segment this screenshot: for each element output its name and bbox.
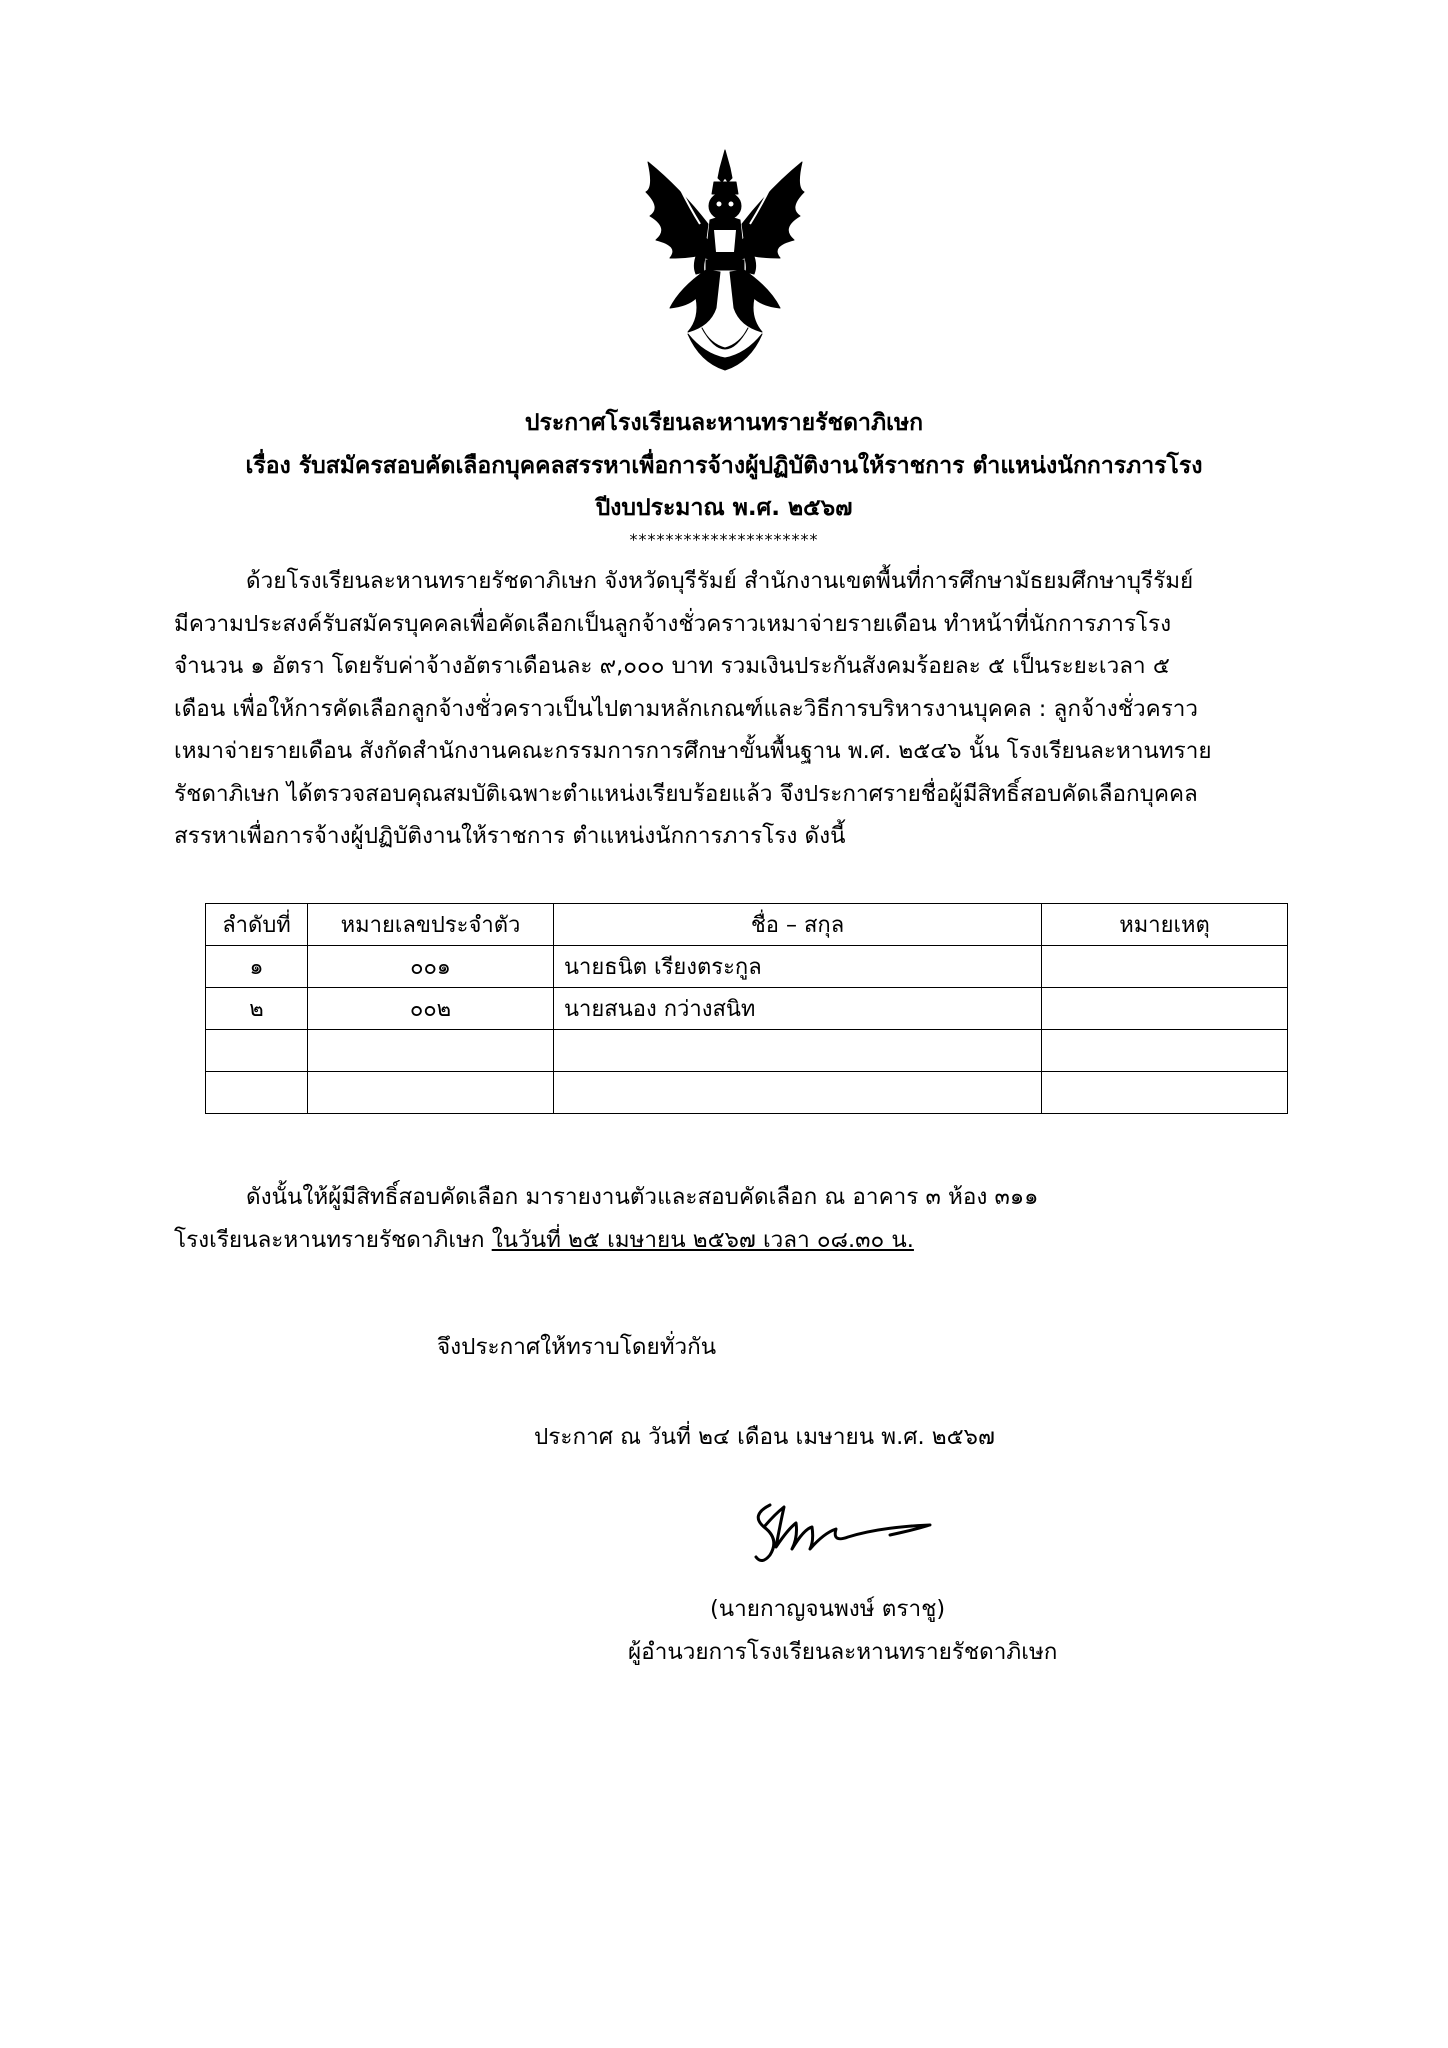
announcement-title: ประกาศโรงเรียนละหานทรายรัชดาภิเษก <box>524 410 924 436</box>
cell-id <box>308 1030 554 1072</box>
cell-remark <box>1042 988 1288 1030</box>
intro-line: ด้วยโรงเรียนละหานทรายรัชดาภิเษก จังหวัดบุรีรัมย์ สำนักงานเขตพื้นที่การศึกษามัธยมศึกษาบุรีรัมย์ <box>246 568 1194 594</box>
announcement-date: ประกาศ ณ วันที่ ๒๔ เดือน เมษายน พ.ศ. ๒๕๖๗ <box>534 1424 995 1450</box>
cell-name <box>554 1030 1042 1072</box>
handwritten-signature <box>740 1485 950 1575</box>
intro-line: เหมาจ่ายรายเดือน สังกัดสำนักงานคณะกรรมการการศึกษาขั้นพื้นฐาน พ.ศ. ๒๕๔๖ นั้น โรงเรียนละหานทราย <box>174 738 1212 764</box>
cell-order <box>206 1030 308 1072</box>
cell-remark <box>1042 946 1288 988</box>
notice-line <box>174 1219 1294 1262</box>
table-row <box>206 1072 1288 1114</box>
intro-paragraph <box>174 560 1294 858</box>
cell-id: ๐๐๑ <box>308 946 554 988</box>
header-id: หมายเลขประจำตัว <box>308 904 554 946</box>
table-row <box>206 1030 1288 1072</box>
signer-name: (นายกาญจนพงษ์ ตราชู) <box>710 1596 946 1622</box>
notice-school: โรงเรียนละหานทรายรัชดาภิเษก <box>174 1226 492 1253</box>
cell-order: ๑ <box>206 946 308 988</box>
intro-line: จำนวน ๑ อัตรา โดยรับค่าจ้างอัตราเดือนละ ๙,๐๐๐ บาท รวมเงินประกันสังคมร้อยละ ๕ เป็นระยะเวลา ๕ <box>174 653 1170 679</box>
intro-line: สรรหาเพื่อการจ้างผู้ปฏิบัติงานให้ราชการ ตำแหน่งนักการภารโรง ดังนี้ <box>174 823 846 849</box>
candidate-table <box>205 903 1288 1114</box>
cell-name: นายสนอง กว่างสนิท <box>554 988 1042 1030</box>
intro-line: เดือน เพื่อให้การคัดเลือกลูกจ้างชั่วคราวเป็นไปตามหลักเกณฑ์และวิธีการบริหารงานบุคคล : ลูกจ้างชั่วคราว <box>174 695 1199 722</box>
cell-order: ๒ <box>206 988 308 1030</box>
cell-name <box>554 1072 1042 1114</box>
cell-remark <box>1042 1072 1288 1114</box>
cell-order <box>206 1072 308 1114</box>
announcement-subject: เรื่อง รับสมัครสอบคัดเลือกบุคคลสรรหาเพื่อการจ้างผู้ปฏิบัติงานให้ราชการ ตำแหน่งนักการภารโรง <box>245 453 1203 479</box>
header-remark: หมายเหตุ <box>1042 904 1288 946</box>
table-row <box>206 946 1288 988</box>
intro-line: มีความประสงค์รับสมัครบุคคลเพื่อคัดเลือกเป็นลูกจ้างชั่วคราวเหมาจ่ายรายเดือน ทำหน้าที่นักการภารโรง <box>174 610 1172 637</box>
cell-id: ๐๐๒ <box>308 988 554 1030</box>
exam-datetime: ในวันที่ ๒๕ เมษายน ๒๕๖๗ เวลา ๐๘.๓๐ น. <box>491 1226 914 1253</box>
header-name: ชื่อ – สกุล <box>554 904 1042 946</box>
intro-line: รัชดาภิเษก ได้ตรวจสอบคุณสมบัติเฉพาะตำแหน่งเรียบร้อยแล้ว จึงประกาศรายชื่อผู้มีสิทธิ์สอบคัดเลือกบุคคล <box>174 780 1198 807</box>
notice-line: ดังนั้นให้ผู้มีสิทธิ์สอบคัดเลือก มารายงานตัวและสอบคัดเลือก ณ อาคาร ๓ ห้อง ๓๑๑ <box>246 1184 1039 1210</box>
garuda-emblem-icon <box>640 148 810 372</box>
cell-name: นายธนิต เรียงตระกูล <box>554 946 1042 988</box>
notice-paragraph <box>174 1176 1294 1261</box>
cell-remark <box>1042 1030 1288 1072</box>
cell-id <box>308 1072 554 1114</box>
table-header-row <box>206 904 1288 946</box>
signer-title: ผู้อำนวยการโรงเรียนละหานทรายรัชดาภิเษก <box>628 1639 1058 1665</box>
separator-stars: ********************* <box>629 530 819 549</box>
header-order: ลำดับที่ <box>206 904 308 946</box>
closing-statement: จึงประกาศให้ทราบโดยทั่วกัน <box>437 1334 717 1360</box>
table-row <box>206 988 1288 1030</box>
fiscal-year: ปีงบประมาณ พ.ศ. ๒๕๖๗ <box>595 495 853 521</box>
